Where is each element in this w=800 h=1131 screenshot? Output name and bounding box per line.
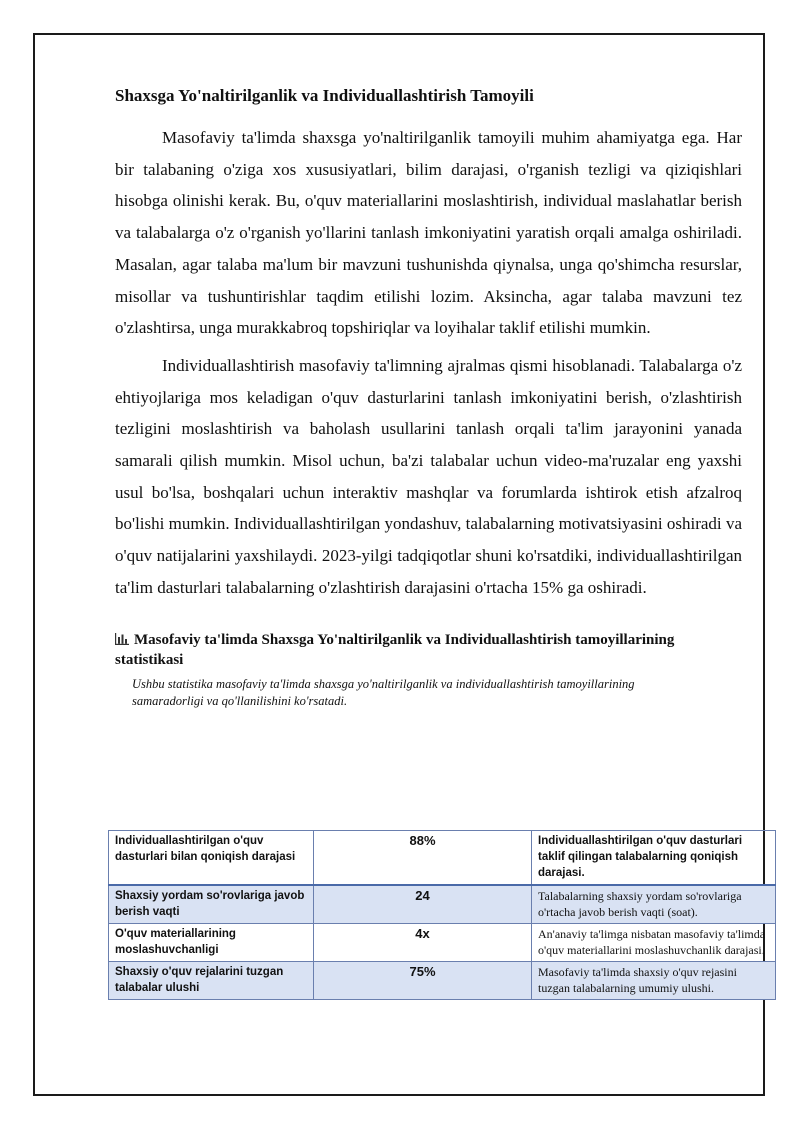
table-row	[109, 962, 776, 1000]
statistics-heading	[115, 630, 742, 670]
section-title: Shaxsga Yo'naltirilganlik va Individuallashtirish Tamoyili	[115, 86, 534, 105]
table-row	[109, 924, 776, 962]
document-body	[115, 84, 742, 716]
row-label: O'quv materiallarining moslashuvchanligi	[109, 924, 314, 962]
statistics-table	[108, 830, 776, 1000]
row-description: Masofaviy ta'limda shaxsiy o'quv rejasini tuzgan talabalarning umumiy ulushi.	[532, 962, 776, 1000]
row-value: 24	[314, 885, 532, 924]
row-label: Shaxsiy yordam so'rovlariga javob berish vaqti	[109, 885, 314, 924]
paragraph-2: Individuallashtirish masofaviy ta'limning ajralmas qismi hisoblanadi. Talabalarga o'z ehtiyojlariga mos keladigan o'quv dasturlarini tanlash imkoniyatini berish, o'zlashtirish tezligini moslashtirish va baholash usullarini tanlash orqali ta'lim jarayonini yanada samarali qilish mumkin. Misol uchun, ba'zi talabalar uchun video-ma'ruzalar eng yaxshi usul bo'lsa, boshqalari uchun interaktiv mashqlar va forumlarda ishtirok etish afzalroq bo'lishi mumkin. Individuallashtirilgan yondashuv, talabalarning motivatsiyasini oshiradi va o'quv natijalarini yaxshilaydi. 2023-yilgi tadqiqotlar shuni ko'rsatdiki, individuallashtirilgan ta'lim dasturlari talabalarning o'zlashtirish darajasini o'rtacha 15% ga oshiradi.	[115, 355, 742, 597]
paragraph-1: Masofaviy ta'limda shaxsga yo'naltirilganlik tamoyili muhim ahamiyatga ega. Har bir talabaning o'ziga xos xususiyatlari, bilim darajasi, o'rganish tezligi va qiziqishlari hisobga olinishi kerak. Bu, o'quv materiallarini moslashtirish, individual maslahatlar berish va talabalarga o'z o'rganish yo'llarini tanlash imkoniyatini yaratish orqali amalga oshiriladi. Masalan, agar talaba ma'lum bir mavzuni tushunishda qiynalsa, unga qo'shimcha resurslar, misollar va tushuntirishlar taqdim etilishi lozim. Aksincha, agar talaba mavzuni tez o'zlashtirsa, unga murakkabroq topshiriqlar va loyihalar taklif etilishi mumkin.	[115, 128, 742, 338]
table-row	[109, 831, 776, 886]
row-label: Individuallashtirilgan o'quv dasturlari bilan qoniqish darajasi	[109, 831, 314, 886]
row-description: Individuallashtirilgan o'quv dasturlari taklif qilingan talabalarning qoniqish darajasi.	[532, 831, 776, 886]
statistics-intro: Ushbu statistika masofaviy ta'limda shaxsga yo'naltirilganlik va individuallashtirish tamoyillarining samaradorligi va qo'llanilishini ko'rsatadi.	[132, 676, 635, 708]
row-description: Talabalarning shaxsiy yordam so'rovlariga o'rtacha javob berish vaqti (soat).	[532, 885, 776, 924]
row-value: 4x	[314, 924, 532, 962]
row-value: 88%	[314, 831, 532, 886]
row-value: 75%	[314, 962, 532, 1000]
row-description: An'anaviy ta'limga nisbatan masofaviy ta'limda o'quv materiallarini moslashuvchanlik darajasi.	[532, 924, 776, 962]
bar-chart-icon	[115, 633, 129, 645]
statistics-heading-text: Masofaviy ta'limda Shaxsga Yo'naltirilganlik va Individuallashtirish tamoyillarining statistikasi	[115, 631, 675, 668]
row-label: Shaxsiy o'quv rejalarini tuzgan talabalar ulushi	[109, 962, 314, 1000]
table-row	[109, 885, 776, 924]
